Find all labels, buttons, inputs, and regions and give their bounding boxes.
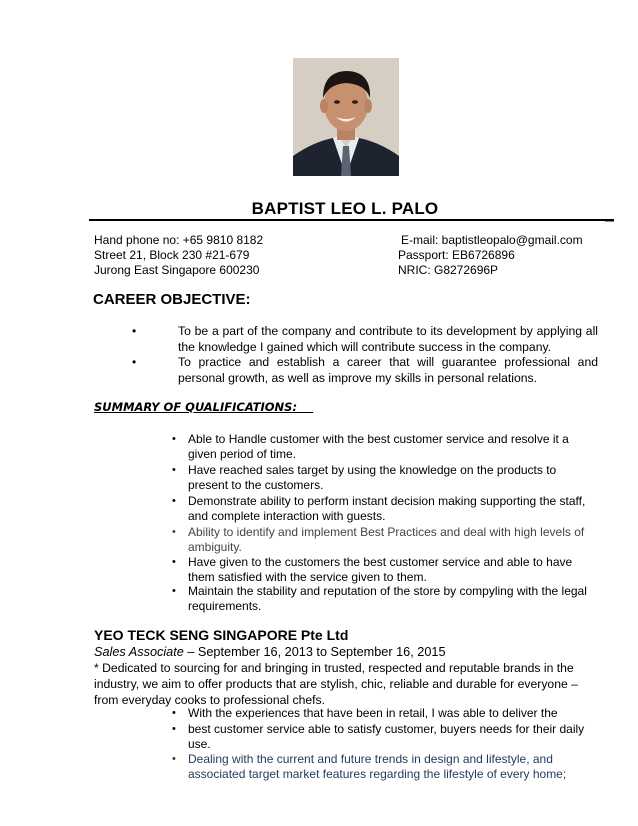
experience-item (172, 752, 593, 783)
experience-text: best customer service able to satisfy customer, buyers needs for their daily use. (188, 722, 585, 752)
job-dates: – September 16, 2013 to September 16, 2015 (183, 645, 446, 659)
experience-item (172, 722, 593, 753)
bullet-icon: • (172, 707, 176, 719)
summary-heading (94, 400, 313, 414)
email-address: E-mail: baptistleopalo@gmail.com (401, 233, 583, 247)
experience-text: With the experiences that have been in retail, I was able to deliver the (188, 706, 558, 720)
qualification-item (172, 555, 593, 586)
candidate-name: BAPTIST LEO L. PALO (251, 199, 439, 218)
qualification-item (172, 525, 593, 556)
contact-right (398, 233, 583, 278)
bullet-icon: • (172, 556, 176, 568)
career-objective-text: To practice and establish a career that will guarantee professional and personal growth, as well as improve my skills in personal relations. (178, 355, 598, 385)
job-title-line (94, 644, 446, 660)
bullet-icon: • (172, 495, 176, 507)
qualification-item (172, 584, 593, 615)
qualification-text: Have reached sales target by using the knowledge on the products to present to the customers. (188, 463, 557, 493)
qualification-text: Maintain the stability and reputation of the store by compyling with the legal requirements. (188, 584, 587, 614)
bullet-icon: • (172, 433, 176, 445)
company-description: * Dedicated to sourcing for and bringing in trusted, respected and reputable brands in the industry, we aim to offer products that are stylish, chic, reliable and durable for everyone – from everyday cooks to professional chefs. (94, 661, 578, 707)
career-objective-item (132, 323, 598, 355)
bullet-icon: • (132, 355, 137, 369)
profile-photo (293, 58, 399, 176)
career-objective-text: To be a part of the company and contribute to its development by applying all the knowledge I gained which will contribute success in the company. (178, 324, 598, 354)
street-address: Street 21, Block 230 #21-679 (94, 248, 250, 262)
contact-left (94, 233, 263, 278)
company-name: YEO TECK SENG SINGAPORE Pte Ltd (94, 627, 349, 643)
qualification-item (172, 463, 593, 494)
qualification-text: Have given to the customers the best customer service and able to have them satisfied with the service given to them. (188, 555, 573, 585)
phone-number: Hand phone no: +65 9810 8182 (94, 233, 264, 247)
header-divider (89, 219, 614, 221)
nric-number: NRIC: G8272696P (398, 263, 499, 277)
qualification-text: Demonstrate ability to perform instant decision making supporting the staff, and complete interaction with guests. (188, 494, 586, 524)
experience-item (172, 706, 593, 721)
bullet-icon: • (172, 753, 176, 765)
career-objective-item (132, 354, 598, 386)
bullet-icon: • (172, 526, 176, 538)
bullet-icon: • (132, 324, 137, 338)
bullet-icon: • (172, 464, 176, 476)
experience-text: Dealing with the current and future trends in design and lifestyle, and associated target market features regarding the lifestyle of every home; (188, 752, 567, 782)
passport-number: Passport: EB6726896 (398, 248, 515, 262)
qualification-text: Ability to identify and implement Best Practices and deal with high levels of ambiguity. (188, 525, 585, 555)
summary-heading-text: SUMMARY OF QUALIFICATIONS: (94, 400, 298, 414)
city-address: Jurong East Singapore 600230 (94, 263, 260, 277)
qualification-text: Able to Handle customer with the best customer service and resolve it a given period of time. (188, 432, 569, 462)
header-divider-tail (605, 221, 614, 222)
bullet-icon: • (172, 585, 176, 597)
qualification-item (172, 432, 593, 463)
job-role: Sales Associate (94, 645, 184, 659)
career-objective-heading: CAREER OBJECTIVE: (93, 291, 251, 308)
qualification-item (172, 494, 593, 525)
portrait-image (293, 58, 399, 176)
bullet-icon: • (172, 723, 176, 735)
